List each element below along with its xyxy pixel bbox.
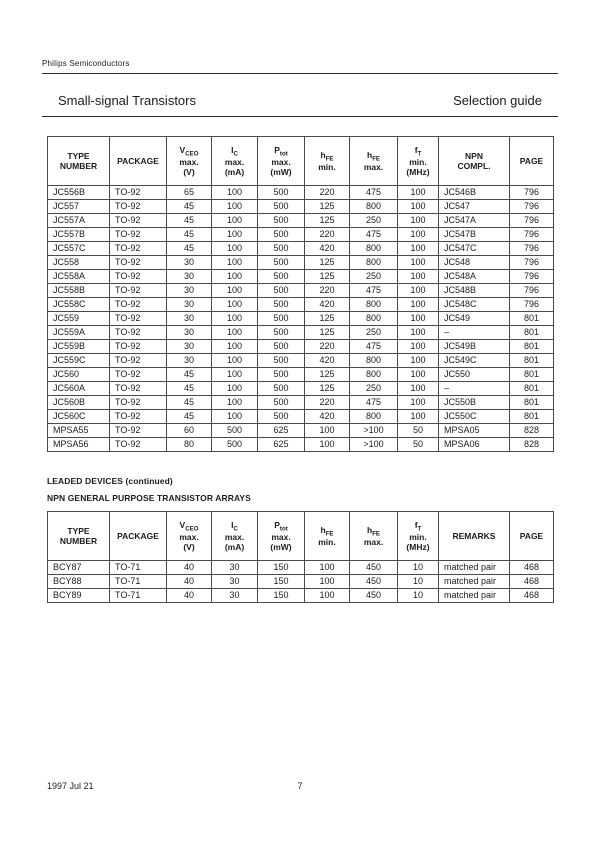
table-cell: 45 (167, 382, 212, 396)
table-cell: JC550C (439, 410, 510, 424)
table-cell: >100 (350, 438, 398, 452)
table-cell: 100 (398, 284, 439, 298)
table-cell: 100 (212, 284, 258, 298)
table-cell: BCY89 (48, 589, 110, 603)
table-cell: JC558 (48, 256, 110, 270)
table-cell: 45 (167, 214, 212, 228)
table-row (48, 242, 554, 256)
table-cell: BCY87 (48, 561, 110, 575)
table-cell: 100 (398, 326, 439, 340)
table-cell: 500 (258, 396, 305, 410)
table-cell: JC558C (48, 298, 110, 312)
table-cell: TO-92 (110, 200, 167, 214)
table-cell: 796 (510, 242, 554, 256)
table-cell: 100 (398, 186, 439, 200)
table-cell: JC548A (439, 270, 510, 284)
table-cell: 125 (305, 200, 350, 214)
table-cell: TO-92 (110, 270, 167, 284)
table-cell: 80 (167, 438, 212, 452)
table-cell: 796 (510, 284, 554, 298)
table-cell: 100 (398, 242, 439, 256)
table-cell: 828 (510, 438, 554, 452)
table-cell: JC557 (48, 200, 110, 214)
table-cell: 30 (167, 284, 212, 298)
table-cell: 65 (167, 186, 212, 200)
table-cell: 500 (258, 214, 305, 228)
table-cell: 60 (167, 424, 212, 438)
table-cell: JC560A (48, 382, 110, 396)
table-cell: 500 (258, 326, 305, 340)
table-cell: 220 (305, 340, 350, 354)
table-cell: 100 (398, 228, 439, 242)
table-cell: 100 (212, 326, 258, 340)
title-bar (58, 93, 542, 108)
table-cell: 468 (510, 575, 554, 589)
column-header: TYPE NUMBER (48, 512, 110, 561)
table-cell: 500 (212, 438, 258, 452)
table-cell: 100 (398, 396, 439, 410)
page-title: Small-signal Transistors (58, 93, 196, 108)
table-cell: 100 (212, 228, 258, 242)
table-cell: TO-92 (110, 256, 167, 270)
table-cell: 500 (258, 410, 305, 424)
table-cell: 100 (212, 396, 258, 410)
table-cell: 625 (258, 424, 305, 438)
table-cell: JC550B (439, 396, 510, 410)
table-cell: 30 (167, 326, 212, 340)
table-cell: 125 (305, 382, 350, 396)
table-cell: 475 (350, 396, 398, 410)
table-cell: 100 (398, 410, 439, 424)
table-cell: TO-92 (110, 354, 167, 368)
header-rule-bottom (42, 116, 558, 117)
table-cell: 40 (167, 575, 212, 589)
column-header: $f_T$ min. (MHz) (398, 137, 439, 186)
column-header: $I_C$ max. (mA) (212, 137, 258, 186)
table-row (48, 340, 554, 354)
table-cell: MPSA05 (439, 424, 510, 438)
table-cell: 45 (167, 396, 212, 410)
table-cell: 796 (510, 256, 554, 270)
table-cell: 475 (350, 228, 398, 242)
selection-guide-table (47, 136, 554, 452)
table-cell: 100 (212, 354, 258, 368)
table-row (48, 575, 554, 589)
table-cell: TO-92 (110, 396, 167, 410)
table-cell: 801 (510, 410, 554, 424)
table-cell: 220 (305, 186, 350, 200)
table-cell: matched pair (439, 575, 510, 589)
table-cell: 100 (398, 354, 439, 368)
table-cell: TO-92 (110, 228, 167, 242)
table-cell: JC548B (439, 284, 510, 298)
table-cell: 800 (350, 410, 398, 424)
table-cell: 45 (167, 200, 212, 214)
table-cell: 125 (305, 214, 350, 228)
table-cell: 801 (510, 354, 554, 368)
table-cell: 796 (510, 270, 554, 284)
table-cell: JC547C (439, 242, 510, 256)
table-row (48, 256, 554, 270)
table-row (48, 312, 554, 326)
table-cell: 125 (305, 256, 350, 270)
table-row (48, 284, 554, 298)
page-footer (47, 781, 553, 791)
table-cell: 500 (258, 242, 305, 256)
footer-page-number: 7 (297, 781, 303, 791)
table-row (48, 424, 554, 438)
page-subtitle: Selection guide (453, 93, 542, 108)
table-cell: 100 (212, 368, 258, 382)
table-cell: 10 (398, 575, 439, 589)
table-cell: 100 (305, 589, 350, 603)
table-row (48, 396, 554, 410)
table-cell: JC546B (439, 186, 510, 200)
table-cell: 100 (398, 382, 439, 396)
table-cell: TO-71 (110, 561, 167, 575)
table-cell: MPSA06 (439, 438, 510, 452)
column-header: $h_{FE}$ min. (305, 137, 350, 186)
table-cell: 475 (350, 186, 398, 200)
table-cell: 30 (212, 589, 258, 603)
table-cell: 100 (212, 200, 258, 214)
table-cell: 420 (305, 410, 350, 424)
table-cell: >100 (350, 424, 398, 438)
table-cell: TO-92 (110, 368, 167, 382)
table-cell: JC549B (439, 340, 510, 354)
table-cell: 45 (167, 242, 212, 256)
table-row (48, 382, 554, 396)
table-cell: 100 (398, 298, 439, 312)
table-cell: JC560 (48, 368, 110, 382)
column-header: PACKAGE (110, 137, 167, 186)
table-cell: 500 (258, 200, 305, 214)
table-cell: 500 (258, 382, 305, 396)
table-cell: 500 (258, 256, 305, 270)
table-cell: TO-92 (110, 438, 167, 452)
column-header: $f_T$ min. (MHz) (398, 512, 439, 561)
table-cell: 30 (167, 256, 212, 270)
table-cell: 100 (212, 214, 258, 228)
table-cell: 125 (305, 368, 350, 382)
table-cell: 250 (350, 382, 398, 396)
table-cell: 500 (258, 298, 305, 312)
table-cell: 801 (510, 326, 554, 340)
column-header: PAGE (510, 137, 554, 186)
table-cell: TO-92 (110, 424, 167, 438)
table-row (48, 561, 554, 575)
transistor-arrays-table (47, 511, 554, 603)
table-cell: 50 (398, 438, 439, 452)
table-cell: 220 (305, 396, 350, 410)
table-row (48, 298, 554, 312)
table-cell: 450 (350, 589, 398, 603)
table-row (48, 228, 554, 242)
table-cell: 828 (510, 424, 554, 438)
table-cell: 100 (398, 256, 439, 270)
table-cell: 125 (305, 270, 350, 284)
table-cell: 150 (258, 561, 305, 575)
table-cell: 250 (350, 270, 398, 284)
table-cell: 100 (212, 340, 258, 354)
table-cell: 40 (167, 589, 212, 603)
table-cell: 30 (167, 298, 212, 312)
table-cell: 800 (350, 298, 398, 312)
table-cell: 100 (212, 312, 258, 326)
table-cell: 100 (212, 410, 258, 424)
column-header: NPN COMPL. (439, 137, 510, 186)
table-cell: 801 (510, 382, 554, 396)
table-cell: MPSA55 (48, 424, 110, 438)
table-cell: 420 (305, 354, 350, 368)
column-header: REMARKS (439, 512, 510, 561)
table-cell: 801 (510, 340, 554, 354)
table-cell: 468 (510, 561, 554, 575)
table-cell: 796 (510, 200, 554, 214)
table-cell: 40 (167, 561, 212, 575)
table-cell: JC547A (439, 214, 510, 228)
table-cell: TO-92 (110, 326, 167, 340)
table-row (48, 214, 554, 228)
table-cell: 150 (258, 575, 305, 589)
table-cell: 800 (350, 368, 398, 382)
table-cell: 500 (258, 368, 305, 382)
table-cell: 800 (350, 256, 398, 270)
table-cell: TO-92 (110, 382, 167, 396)
table-row (48, 270, 554, 284)
table-cell: TO-92 (110, 186, 167, 200)
table-cell: JC547B (439, 228, 510, 242)
table-cell: 500 (258, 186, 305, 200)
table-cell: JC559A (48, 326, 110, 340)
table-cell: 800 (350, 354, 398, 368)
table-cell: JC556B (48, 186, 110, 200)
table-row (48, 326, 554, 340)
table-cell: 45 (167, 410, 212, 424)
column-header: $I_C$ max. (mA) (212, 512, 258, 561)
header-rule-top (42, 73, 558, 74)
table-cell: 100 (212, 298, 258, 312)
table-cell: JC547 (439, 200, 510, 214)
header-row (48, 137, 554, 186)
section-heading-leaded-devices: LEADED DEVICES (continued) (47, 476, 173, 486)
brand-text: Philips Semiconductors (42, 59, 130, 68)
table-cell: 420 (305, 298, 350, 312)
table-cell: JC558A (48, 270, 110, 284)
table-cell: 800 (350, 200, 398, 214)
column-header: $P_{tot}$ max. (mW) (258, 512, 305, 561)
table-cell: JC559C (48, 354, 110, 368)
table-cell: 100 (305, 424, 350, 438)
column-header: TYPE NUMBER (48, 137, 110, 186)
table-cell: 500 (258, 228, 305, 242)
table-cell: 100 (212, 270, 258, 284)
table-cell: 475 (350, 340, 398, 354)
table-cell: TO-92 (110, 410, 167, 424)
table-cell: JC557A (48, 214, 110, 228)
table-cell: 30 (167, 312, 212, 326)
table-cell: 475 (350, 284, 398, 298)
table-cell: 625 (258, 438, 305, 452)
table-cell: 801 (510, 368, 554, 382)
table-cell: 30 (167, 270, 212, 284)
table-cell: JC557C (48, 242, 110, 256)
table-cell: 800 (350, 242, 398, 256)
table-cell: 100 (212, 256, 258, 270)
table-cell: 500 (258, 284, 305, 298)
table-cell: MPSA56 (48, 438, 110, 452)
table-cell: 45 (167, 228, 212, 242)
column-header: $h_{FE}$ min. (305, 512, 350, 561)
table-cell: JC557B (48, 228, 110, 242)
table-cell: 500 (258, 354, 305, 368)
table-cell: 125 (305, 312, 350, 326)
table-row (48, 368, 554, 382)
table-cell: TO-71 (110, 589, 167, 603)
header-row (48, 512, 554, 561)
table-cell: 801 (510, 396, 554, 410)
table-cell: 100 (398, 200, 439, 214)
table-cell: 250 (350, 214, 398, 228)
table-cell: JC560C (48, 410, 110, 424)
table-cell: 250 (350, 326, 398, 340)
table-cell: 450 (350, 575, 398, 589)
table-cell: 100 (305, 561, 350, 575)
table-cell: – (439, 326, 510, 340)
table-cell: 45 (167, 368, 212, 382)
table-cell: JC549C (439, 354, 510, 368)
table-cell: JC548 (439, 256, 510, 270)
table-cell: TO-92 (110, 298, 167, 312)
table-cell: 30 (212, 575, 258, 589)
table-cell: 500 (212, 424, 258, 438)
table-row (48, 589, 554, 603)
table-cell: JC549 (439, 312, 510, 326)
column-header: PAGE (510, 512, 554, 561)
table-cell: 468 (510, 589, 554, 603)
table-cell: 500 (258, 340, 305, 354)
section-heading-npn-arrays: NPN GENERAL PURPOSE TRANSISTOR ARRAYS (47, 493, 251, 503)
table-cell: 125 (305, 326, 350, 340)
table-cell: 801 (510, 312, 554, 326)
table-cell: 100 (398, 368, 439, 382)
table-cell: TO-92 (110, 340, 167, 354)
table-cell: 796 (510, 214, 554, 228)
table-cell: 500 (258, 270, 305, 284)
table-cell: JC559B (48, 340, 110, 354)
table-cell: 796 (510, 228, 554, 242)
table-cell: 220 (305, 228, 350, 242)
table-row (48, 410, 554, 424)
table-cell: 100 (212, 186, 258, 200)
table-cell: 100 (212, 242, 258, 256)
column-header: $V_{CEO}$ max. (V) (167, 137, 212, 186)
table-cell: TO-92 (110, 284, 167, 298)
table-cell: TO-92 (110, 312, 167, 326)
table-cell: matched pair (439, 561, 510, 575)
table-cell: 100 (305, 438, 350, 452)
table-row (48, 354, 554, 368)
table-cell: 500 (258, 312, 305, 326)
table-cell: 800 (350, 312, 398, 326)
table-cell: 220 (305, 284, 350, 298)
column-header: $h_{FE}$ max. (350, 512, 398, 561)
table-cell: JC558B (48, 284, 110, 298)
table-cell: 450 (350, 561, 398, 575)
table-cell: 100 (398, 214, 439, 228)
table-cell: 50 (398, 424, 439, 438)
table-cell: 420 (305, 242, 350, 256)
table-row (48, 438, 554, 452)
table-cell: 150 (258, 589, 305, 603)
table-cell: JC559 (48, 312, 110, 326)
table-cell: JC560B (48, 396, 110, 410)
table-cell: 10 (398, 589, 439, 603)
column-header: PACKAGE (110, 512, 167, 561)
table-cell: 100 (398, 312, 439, 326)
table-cell: TO-92 (110, 242, 167, 256)
table-cell: 30 (167, 340, 212, 354)
table-cell: – (439, 382, 510, 396)
column-header: $h_{FE}$ max. (350, 137, 398, 186)
footer-date: 1997 Jul 21 (47, 781, 94, 791)
table-cell: 796 (510, 298, 554, 312)
table-cell: 100 (212, 382, 258, 396)
table-cell: 100 (398, 340, 439, 354)
table-row (48, 186, 554, 200)
table-cell: JC548C (439, 298, 510, 312)
table-cell: 30 (212, 561, 258, 575)
table-cell: TO-92 (110, 214, 167, 228)
table-cell: 10 (398, 561, 439, 575)
table-cell: 100 (305, 575, 350, 589)
table-cell: BCY88 (48, 575, 110, 589)
table-cell: TO-71 (110, 575, 167, 589)
column-header: $V_{CEO}$ max. (V) (167, 512, 212, 561)
table-cell: 30 (167, 354, 212, 368)
table-cell: 100 (398, 270, 439, 284)
column-header: $P_{tot}$ max. (mW) (258, 137, 305, 186)
table-row (48, 200, 554, 214)
table-cell: JC550 (439, 368, 510, 382)
table-cell: 796 (510, 186, 554, 200)
table-cell: matched pair (439, 589, 510, 603)
